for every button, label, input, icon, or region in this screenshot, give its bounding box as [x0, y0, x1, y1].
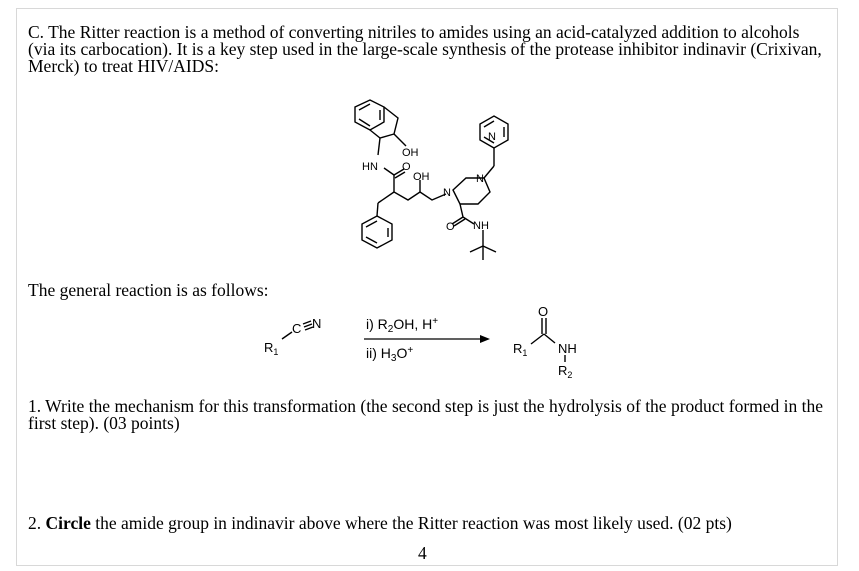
- reaction-arrowhead: [480, 335, 490, 343]
- mol-label-n-piperazine-left: N: [443, 187, 451, 199]
- question-2-bold: Circle: [45, 513, 91, 533]
- product-nh: NH: [558, 341, 577, 356]
- question-2: 2. Circle the amide group in indinavir above where the Ritter reaction was most likely used. (02 pts): [28, 513, 732, 533]
- mol-label-oh-mid: OH: [413, 171, 430, 183]
- product-r2: $R_2$: [558, 363, 573, 380]
- mol-label-o-amide: O: [402, 161, 411, 173]
- general-reaction-label: The general reaction is as follows:: [28, 280, 269, 300]
- product-o: O: [538, 304, 549, 319]
- reactant-c: C: [292, 321, 302, 336]
- mol-label-n-piperazine-top: N: [476, 173, 484, 185]
- intro-paragraph: C. The Ritter reaction is a method of converting nitriles to amides using an acid-catalyzed addition to alcohols (via its carbocation). It is a key step used in the large-scale synthesis of the protease inhibitor indinavir (Crixivan, Merck) to treat HIV/AIDS:: [28, 22, 822, 76]
- indinavir-structure: [355, 100, 508, 260]
- mol-label-hn: HN: [362, 161, 378, 173]
- piperazine-ring: [453, 178, 490, 204]
- product-r1: $R_1$: [513, 341, 528, 358]
- question-1: 1. Write the mechanism for this transformation (the second step is just the hydrolysis of the product formed in the first step). (03 points): [28, 396, 824, 433]
- mol-label-oh-top: OH: [402, 147, 419, 159]
- mol-label-n-pyridine: N: [488, 131, 496, 143]
- page-number: 4: [418, 543, 427, 563]
- mol-label-nh: NH: [473, 220, 489, 232]
- mol-label-o-lower: O: [446, 221, 455, 233]
- condition-2: ii) $H_3O^+$: [366, 345, 414, 364]
- reactant-r: $R_1$: [264, 340, 279, 357]
- reactant-n: N: [312, 316, 322, 331]
- condition-1: i) $R_2OH$, H+: [366, 316, 439, 335]
